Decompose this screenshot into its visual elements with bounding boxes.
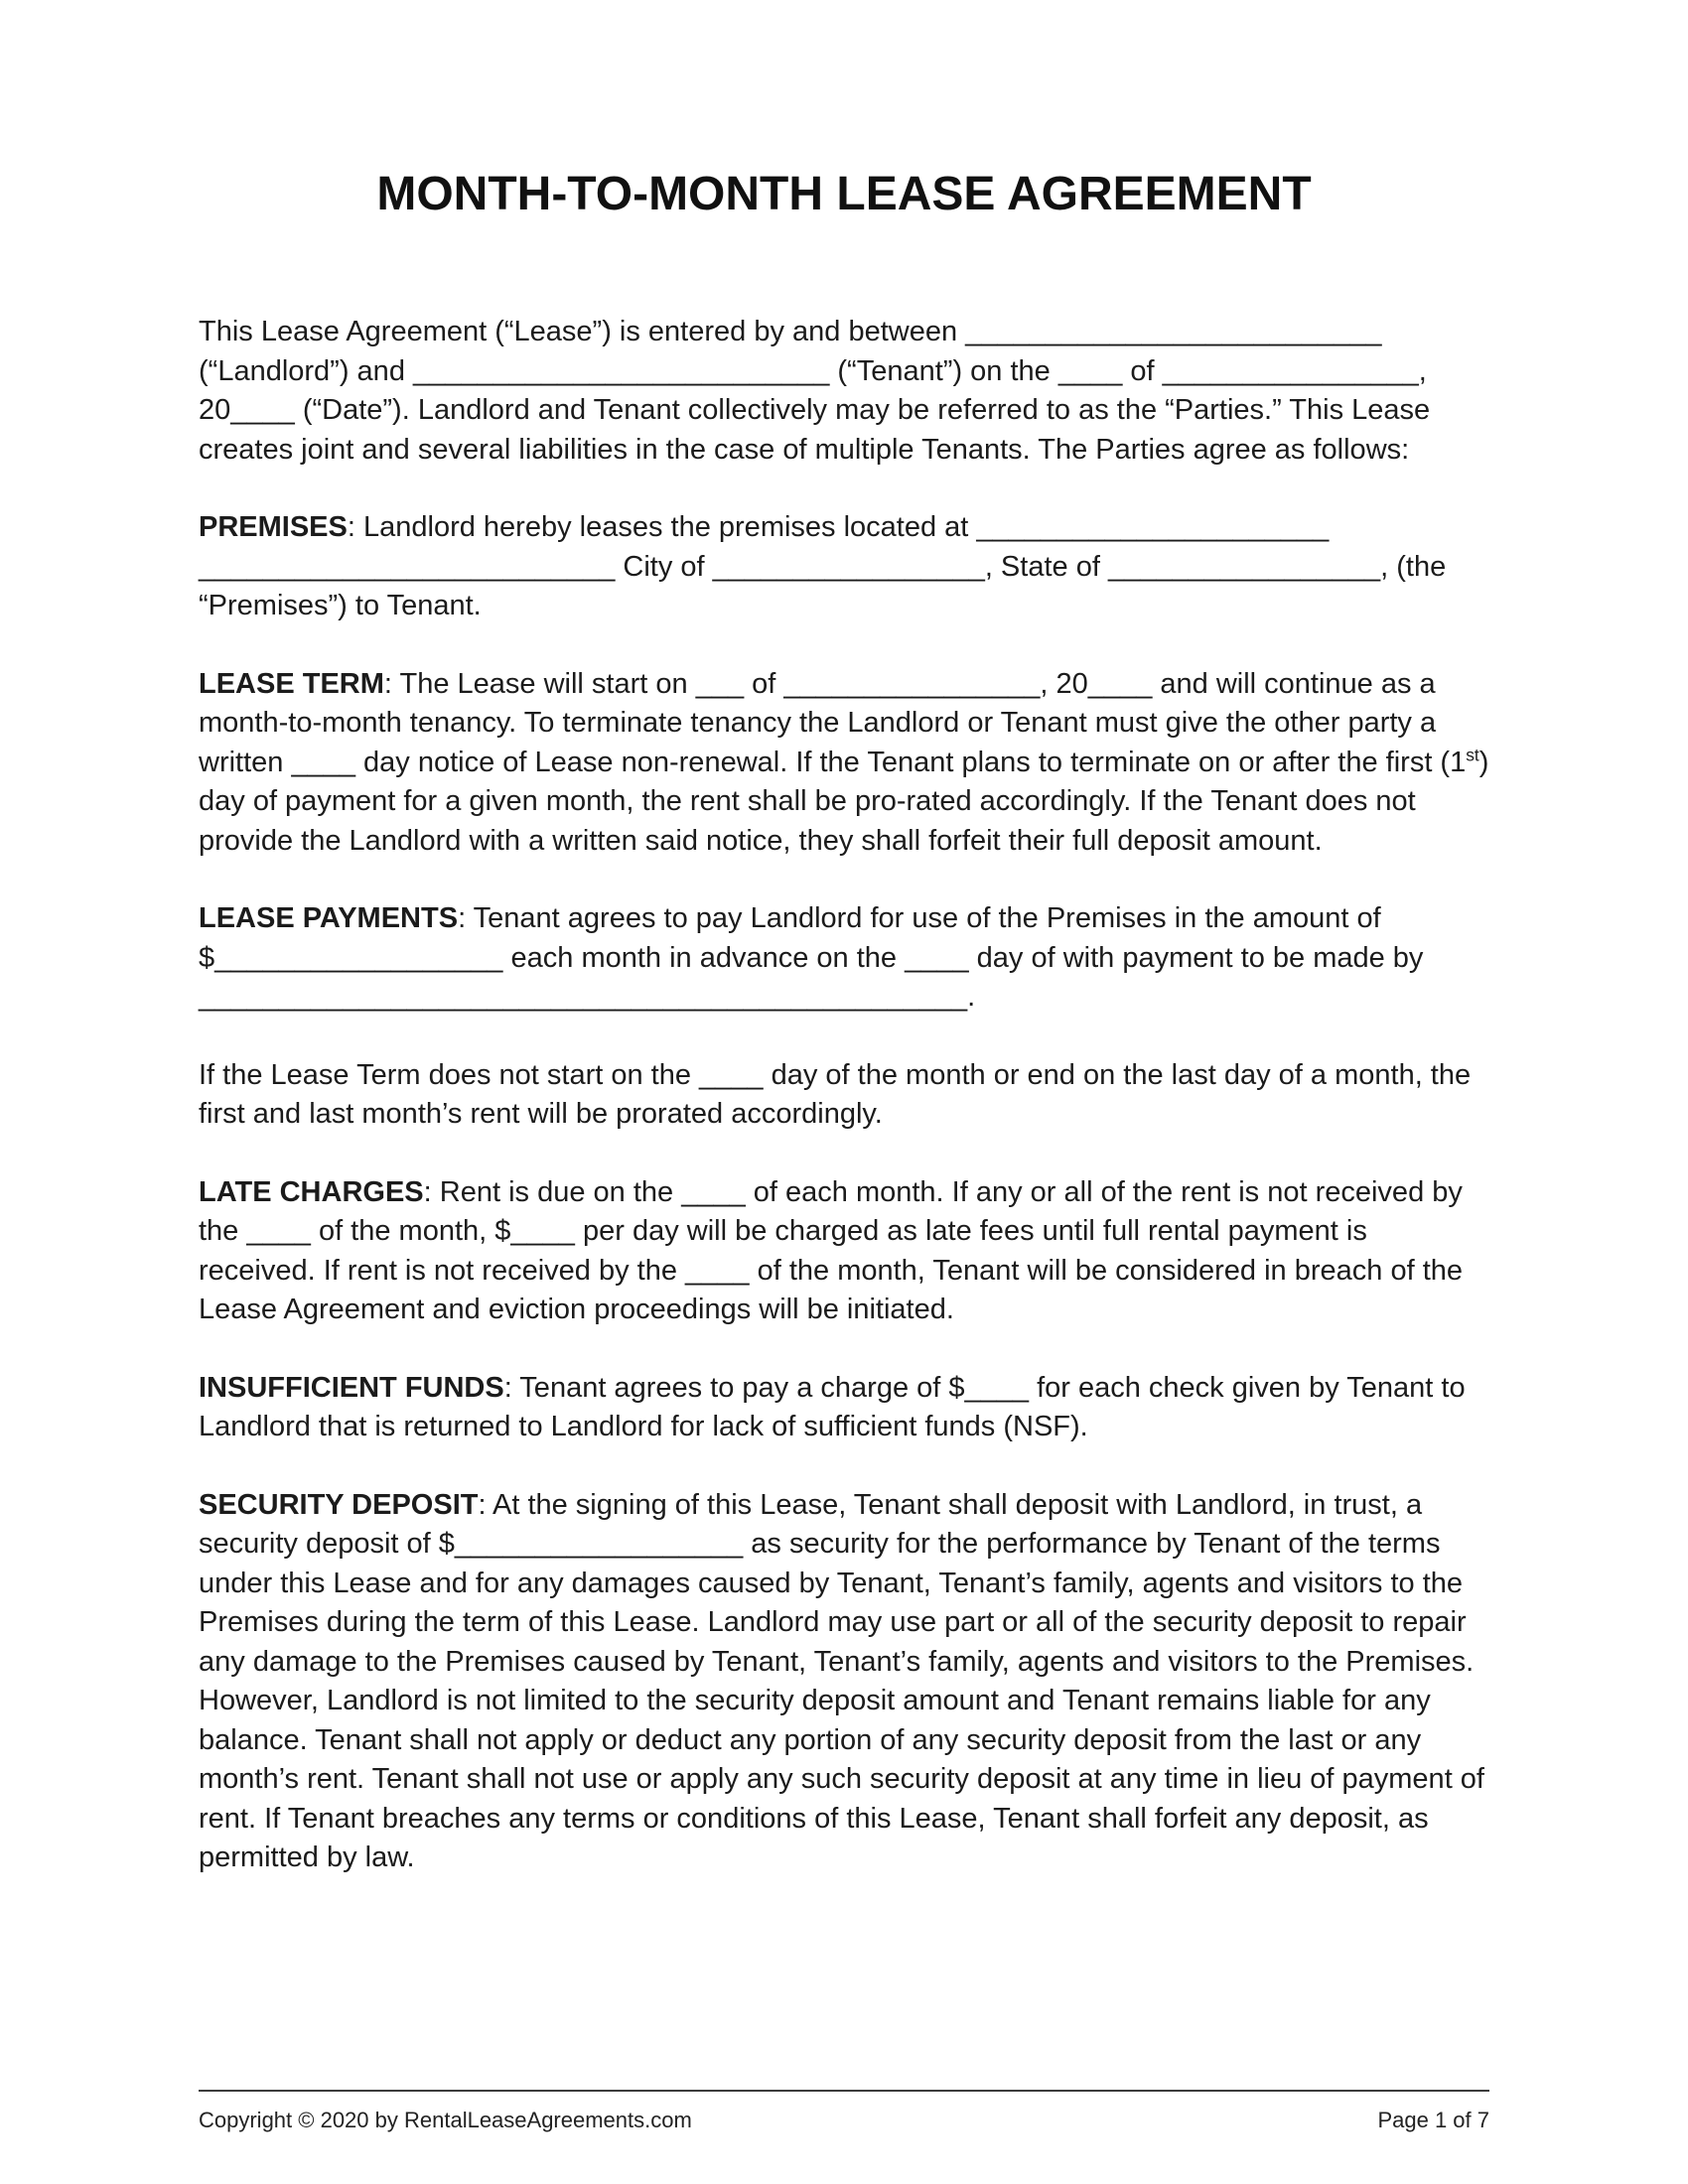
section-heading-lease-payments: LEASE PAYMENTS <box>199 902 459 934</box>
section-heading-security-deposit: SECURITY DEPOSIT <box>199 1488 479 1521</box>
ordinal-superscript: st <box>1466 744 1479 764</box>
paragraph-intro <box>199 313 1489 470</box>
paragraph-proration <box>199 1056 1489 1135</box>
document-body <box>199 167 1489 1917</box>
paragraph-insufficient-funds <box>199 1369 1489 1447</box>
section-heading-premises: PREMISES <box>199 511 348 543</box>
section-heading-lease-term: LEASE TERM <box>199 667 384 700</box>
intro-text: This Lease Agreement (“Lease”) is entered by and between __________________________ (“Landlord”) and __________________________ (“Tenant”) on the ____ of ________________, 20____ (“Date”). Landlord and Tenant collectively may be referred to as the “Parties.” This Lease creates joint and several liabilities in the case of multiple Tenants. The Parties agree as follows: <box>199 316 1431 466</box>
section-heading-late-charges: LATE CHARGES <box>199 1175 424 1208</box>
footer-copyright: Copyright © 2020 by RentalLeaseAgreements.com <box>199 2108 692 2132</box>
document-title: MONTH-TO-MONTH LEASE AGREEMENT <box>376 168 1312 220</box>
section-text-lease-payments: : Tenant agrees to pay Landlord for use of the Premises in the amount of $__________________ each month in advance on the ____ day of with payment to be made by ________________________________________________. <box>199 902 1424 1013</box>
paragraph-premises <box>199 508 1489 626</box>
page-footer <box>199 2090 1489 2133</box>
section-text-insufficient-funds: : Tenant agrees to pay a charge of $____ for each check given by Tenant to Landlord that is returned to Landlord for lack of sufficient funds (NSF). <box>199 1371 1466 1442</box>
section-heading-insufficient-funds: INSUFFICIENT FUNDS <box>199 1371 504 1404</box>
paragraph-lease-term <box>199 665 1489 862</box>
paragraph-late-charges <box>199 1173 1489 1330</box>
section-text-late-charges: : Rent is due on the ____ of each month. If any or all of the rent is not received by the ____ of the month, $____ per day will be charged as late fees until full rental payment is received. If rent is not received by the ____ of the month, Tenant will be considered in breach of the Lease Agreement and eviction proceedings will be initiated. <box>199 1175 1464 1325</box>
section-text-security-deposit: : At the signing of this Lease, Tenant shall deposit with Landlord, in trust, a security deposit of $__________________ as security for the performance by Tenant of the terms under this Lease and for any damages caused by Tenant, Tenant’s family, agents and visitors to the Premises during the term of this Lease. Landlord may use part or all of the security deposit to repair any damage to the Premises caused by Tenant, Tenant’s family, agents and visitors to the Premises. However, Landlord is not limited to the security deposit amount and Tenant remains liable for any balance. Tenant shall not apply or deduct any portion of any security deposit from the last or any month’s rent. Tenant shall not use or apply any such security deposit at any time in lieu of payment of rent. If Tenant breaches any terms or conditions of this Lease, Tenant shall forfeit any deposit, as permitted by law. <box>199 1488 1484 1873</box>
section-text-lease-term-b: ) day of payment for a given month, the rent shall be pro-rated accordingly. If the Tenant does not provide the Landlord with a written said notice, they shall forfeit their full deposit amount. <box>199 746 1489 857</box>
section-text-proration: If the Lease Term does not start on the ____ day of the month or end on the last day of a month, the first and last month’s rent will be prorated accordingly. <box>199 1058 1472 1130</box>
paragraph-lease-payments <box>199 899 1489 1018</box>
section-text-lease-term-a: : The Lease will start on ___ of ________________, 20____ and will continue as a month-to-month tenancy. To terminate tenancy the Landlord or Tenant must give the other party a written ____ day notice of Lease non-renewal. If the Tenant plans to terminate on or after the first (1 <box>199 667 1467 778</box>
section-text-premises: : Landlord hereby leases the premises located at ______________________ __________________________ City of _________________, State of _________________, (the “Premises”) to Tenant. <box>199 511 1447 621</box>
footer-page-number: Page 1 of 7 <box>1377 2108 1489 2132</box>
paragraph-security-deposit <box>199 1486 1489 1878</box>
